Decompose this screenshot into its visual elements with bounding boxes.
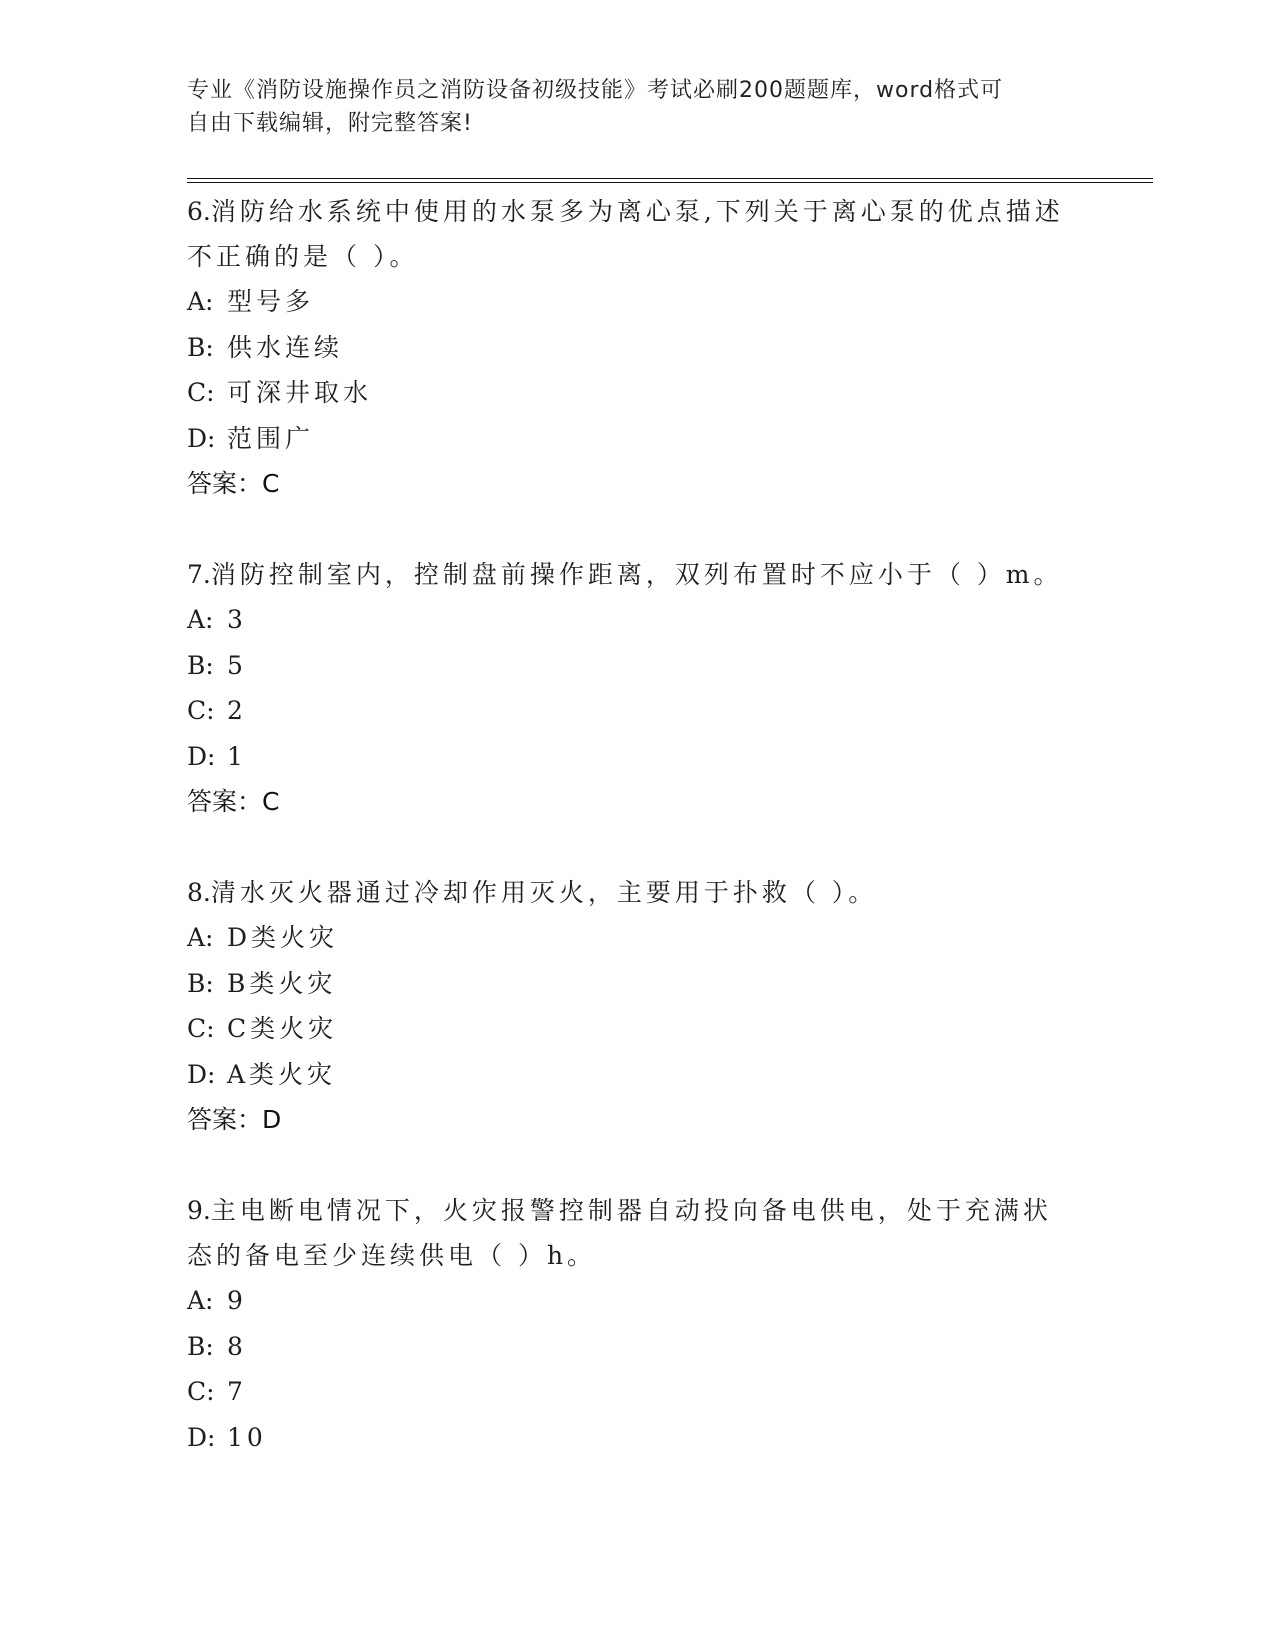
option-text: 7 [227,1377,247,1406]
option-text: 2 [227,696,247,725]
option-key: B: [187,650,214,680]
question-stem [187,188,1087,279]
option-text: 5 [227,650,247,680]
option-text: 可深井取水 [227,378,373,407]
question-list [187,188,1087,1460]
option-key: C: [187,1377,215,1406]
option-key: B: [187,968,214,998]
answer-line: 答案：C [187,787,280,816]
header-line-2: 自由下载编辑，附完整答案! [187,111,473,136]
option-c [187,1006,1087,1052]
option-key: D: [187,1422,216,1452]
option-d [187,1415,1087,1461]
option-text: 型号多 [227,287,315,316]
option-key: B: [187,332,214,362]
option-c [187,1369,1087,1415]
option-b [187,961,1087,1007]
question-8 [187,869,1087,1142]
question-number: 7. [187,560,211,589]
question-stem-line-1: 消防控制室内，控制盘前操作距离，双列布置时不应小于（ ）m。 [210,560,1063,589]
option-b [187,643,1087,689]
option-text: D类火灾 [227,923,339,952]
option-key: A: [187,1286,214,1315]
question-number: 9. [187,1196,211,1225]
question-stem-line-1: 清水灭火器通过冷却作用灭火，主要用于扑救（ ）。 [210,878,878,907]
option-text: C类火灾 [227,1014,338,1043]
document-header [187,74,1087,140]
option-key: B: [187,1331,214,1361]
option-a [187,1278,1087,1324]
header-divider-top [187,178,1153,179]
option-text: 1 [227,741,247,771]
option-key: A: [187,287,214,316]
answer-line: 答案：D [187,1105,282,1134]
question-stem [187,1187,1087,1278]
question-stem-line-2: 态的备电至少连续供电（ ）h。 [187,1241,597,1270]
option-d [187,1052,1087,1098]
question-spacer [187,1142,1087,1187]
question-number: 8. [187,878,211,907]
header-divider-bottom [187,182,1153,183]
option-text: 范围广 [227,423,315,453]
option-text: 9 [227,1286,247,1315]
option-text: 3 [227,605,247,634]
question-spacer [187,824,1087,869]
question-6 [187,188,1087,506]
option-key: A: [187,605,214,634]
answer-line: 答案：C [187,469,280,498]
option-c [187,370,1087,416]
question-spacer [187,506,1087,551]
option-key: C: [187,1014,215,1043]
option-text: 10 [227,1422,267,1452]
option-key: D: [187,423,216,453]
option-key: A: [187,923,214,952]
option-key: D: [187,741,216,771]
option-a [187,279,1087,325]
option-d [187,734,1087,780]
question-7 [187,551,1087,824]
question-9 [187,1187,1087,1460]
option-a [187,597,1087,643]
option-b [187,325,1087,371]
option-b [187,1324,1087,1370]
option-key: C: [187,696,215,725]
option-d [187,416,1087,462]
option-a [187,915,1087,961]
question-stem-line-1: 主电断电情况下，火灾报警控制器自动投向备电供电，处于充满状 [210,1196,1052,1225]
option-text: A类火灾 [227,1059,337,1089]
question-stem [187,551,1087,597]
option-text: 供水连续 [227,332,344,362]
option-text: B类火灾 [227,968,337,998]
header-line-1: 专业《消防设施操作员之消防设备初级技能》考试必刷200题题库，word格式可 [187,78,1004,103]
question-stem [187,869,1087,915]
question-stem-line-1: 消防给水系统中使用的水泵多为离心泵,下列关于离心泵的优点描述 [210,197,1064,226]
option-key: D: [187,1059,216,1089]
option-key: C: [187,378,215,407]
question-stem-line-2: 不正确的是（ ）。 [187,242,419,271]
option-text: 8 [227,1331,247,1361]
question-number: 6. [187,197,211,226]
option-c [187,688,1087,734]
